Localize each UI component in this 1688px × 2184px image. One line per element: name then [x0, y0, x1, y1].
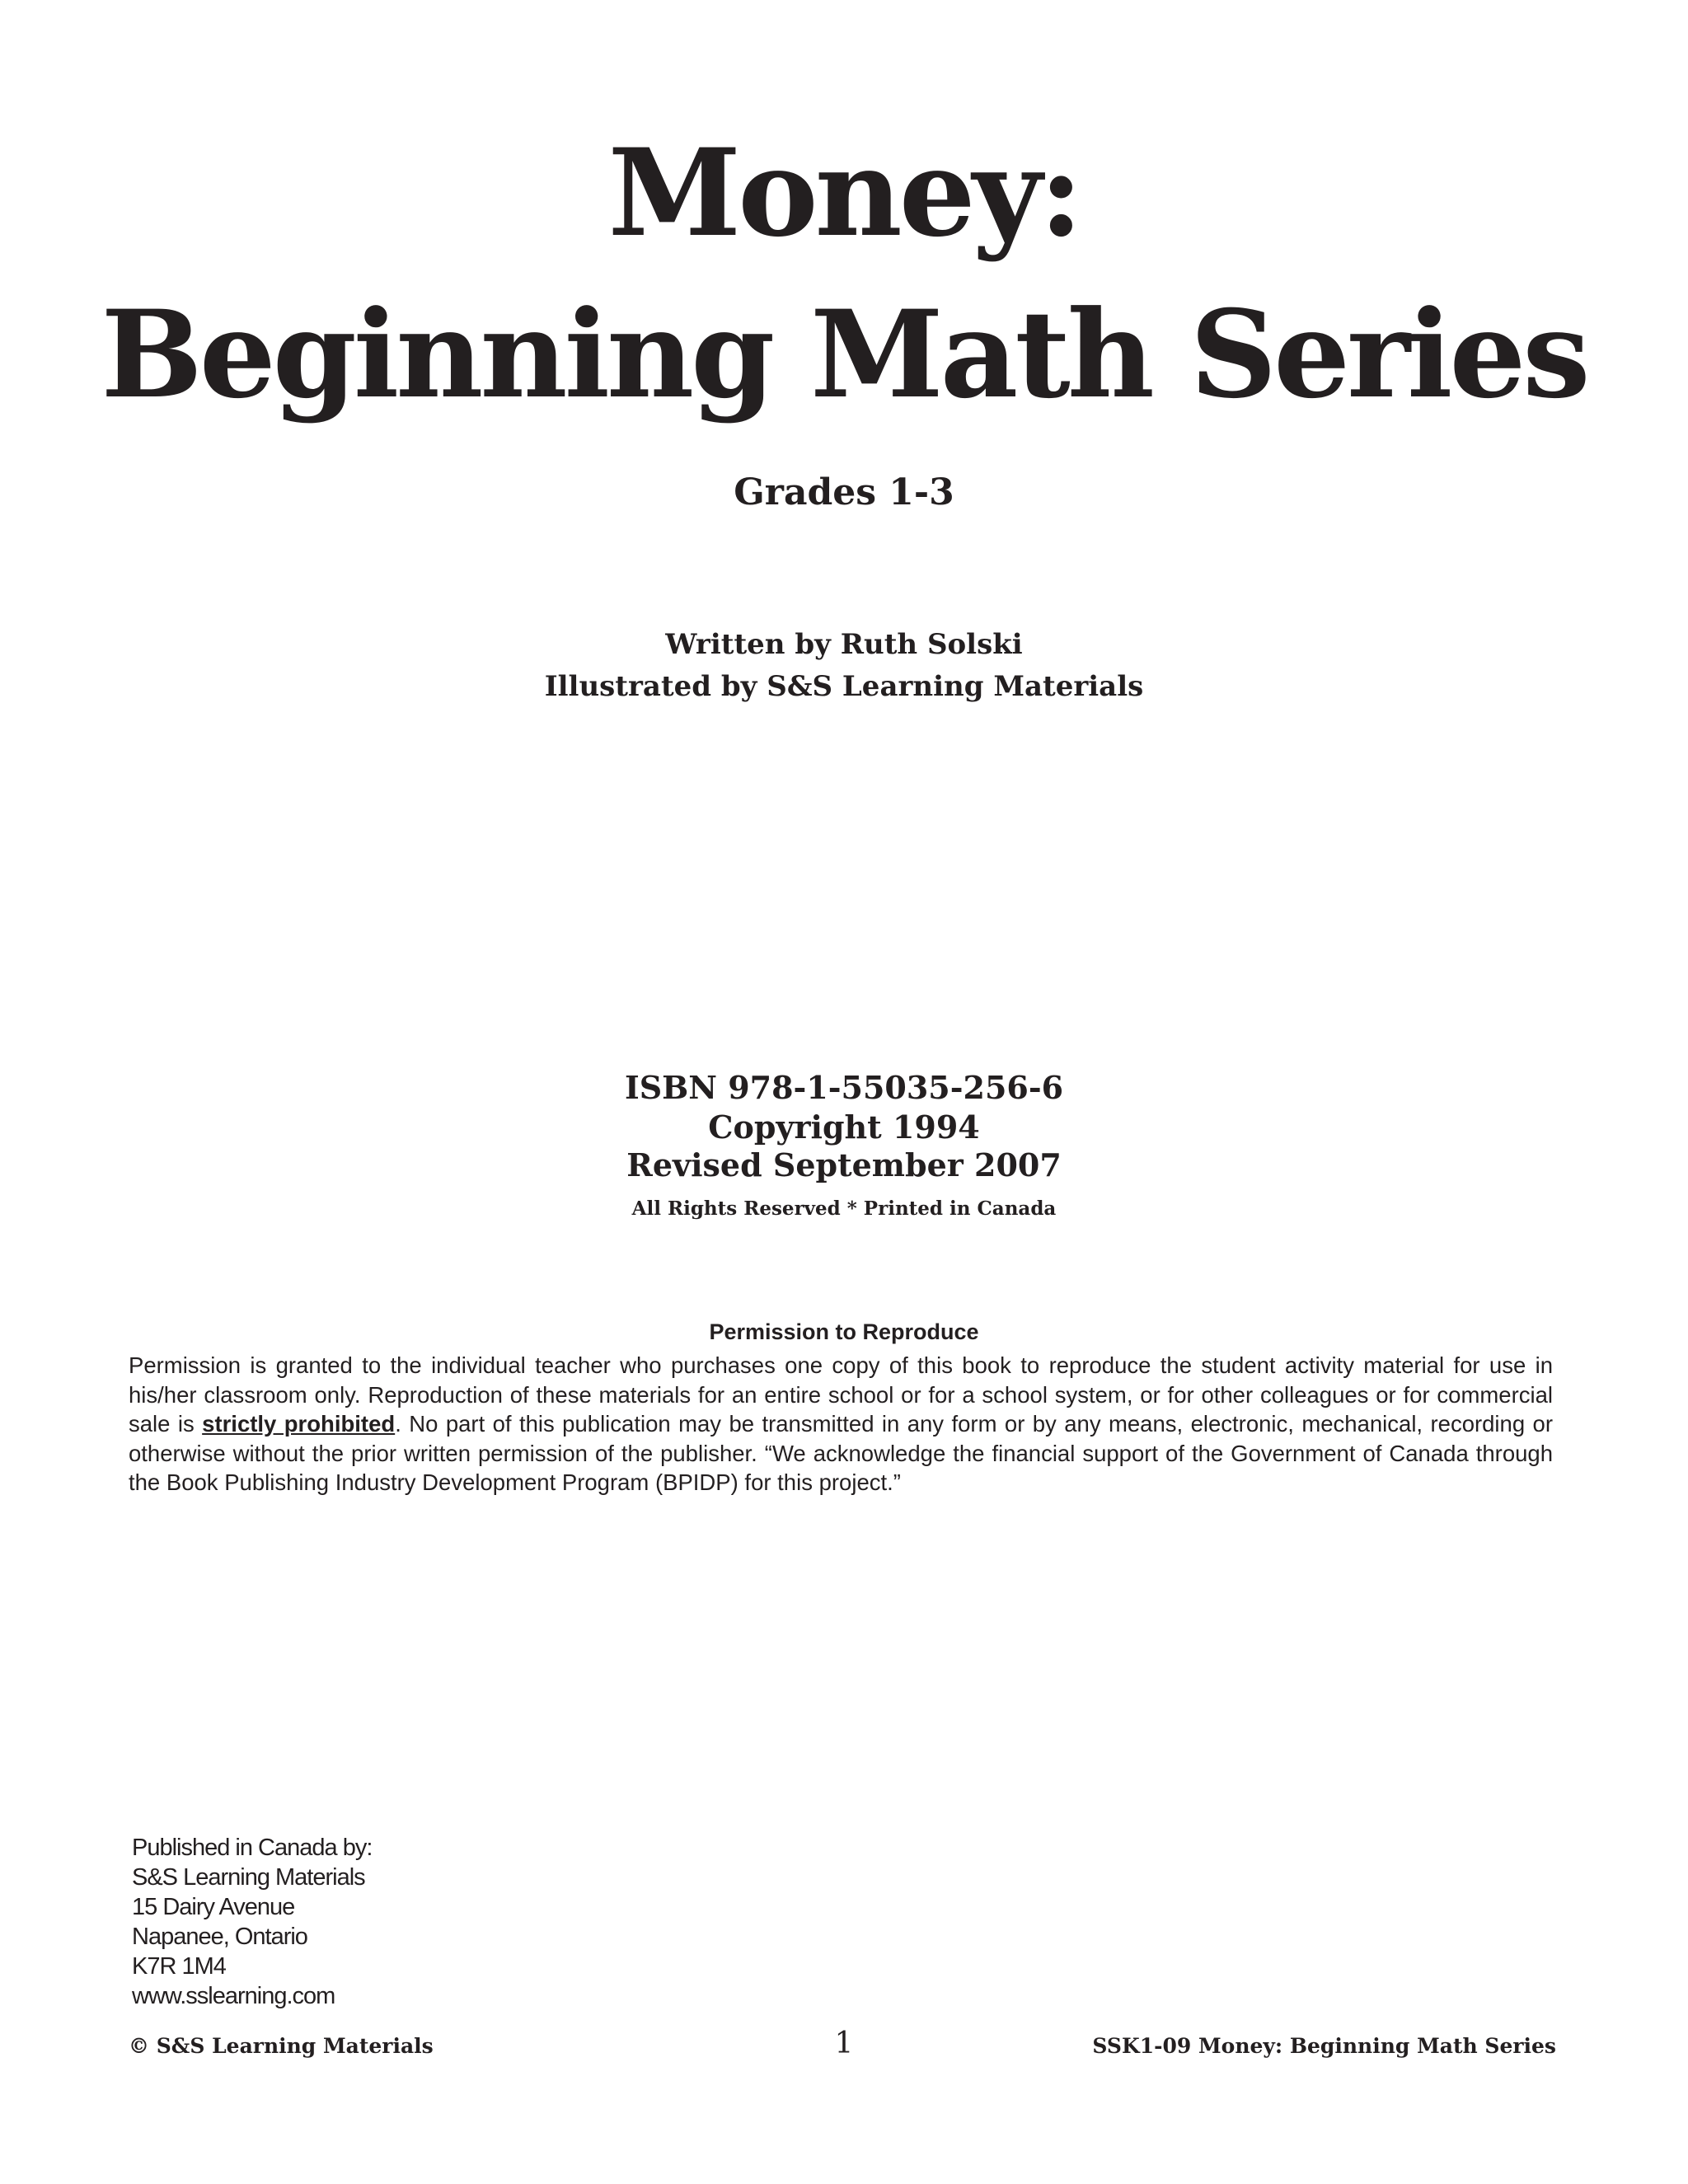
permission-paragraph	[129, 1351, 1553, 1497]
publisher-website: www.sslearning.com	[132, 1983, 335, 2009]
author-credit: Written by Ruth Solski	[665, 628, 1023, 661]
rights-statement: All Rights Reserved * Printed in Canada	[631, 1197, 1057, 1220]
permission-text-end: . No part of this publication may be transmitted in any form or by any means, electronic, mechanical, recording or otherwise without the prior written permission of the publisher. “We acknowledge the financial support of the Government of Canada through the Book Publishing Industry Development Program (BPIDP) for this project.”	[129, 1411, 1554, 1495]
revision-date: Revised September 2007	[626, 1146, 1062, 1183]
grades-label: Grades 1-3	[734, 471, 954, 513]
publisher-street: 15 Dairy Avenue	[132, 1894, 295, 1920]
title-line-1: Money:	[607, 123, 1081, 264]
publisher-name: S&S Learning Materials	[132, 1864, 365, 1891]
page-number: 1	[834, 2027, 854, 2060]
illustrator-credit: Illustrated by S&S Learning Materials	[544, 670, 1144, 703]
copyright-year: Copyright 1994	[708, 1108, 980, 1146]
title-line-2: Beginning Math Series	[101, 284, 1587, 425]
permission-emphasis: strictly prohibited	[202, 1411, 396, 1436]
permission-heading: Permission to Reproduce	[709, 1319, 979, 1344]
publisher-address	[132, 1833, 372, 2011]
isbn: ISBN 978-1-55035-256-6	[624, 1069, 1064, 1106]
permission-text-start: Permission is granted to the individual teacher who purchases one copy of this book to reproduce the student activity material for use in his/her classroom only. Reproduction of these materials for an entire school or for a school system, or for other colleagues or for commercial sale is	[129, 1352, 1553, 1436]
publisher-postal-code: K7R 1M4	[132, 1953, 226, 1980]
publisher-city: Napanee, Ontario	[132, 1924, 307, 1950]
footer-copyright: © S&S Learning Materials	[129, 2034, 434, 2058]
footer-series-title: SSK1-09 Money: Beginning Math Series	[1092, 2034, 1556, 2058]
published-in-label: Published in Canada by:	[132, 1835, 373, 1861]
